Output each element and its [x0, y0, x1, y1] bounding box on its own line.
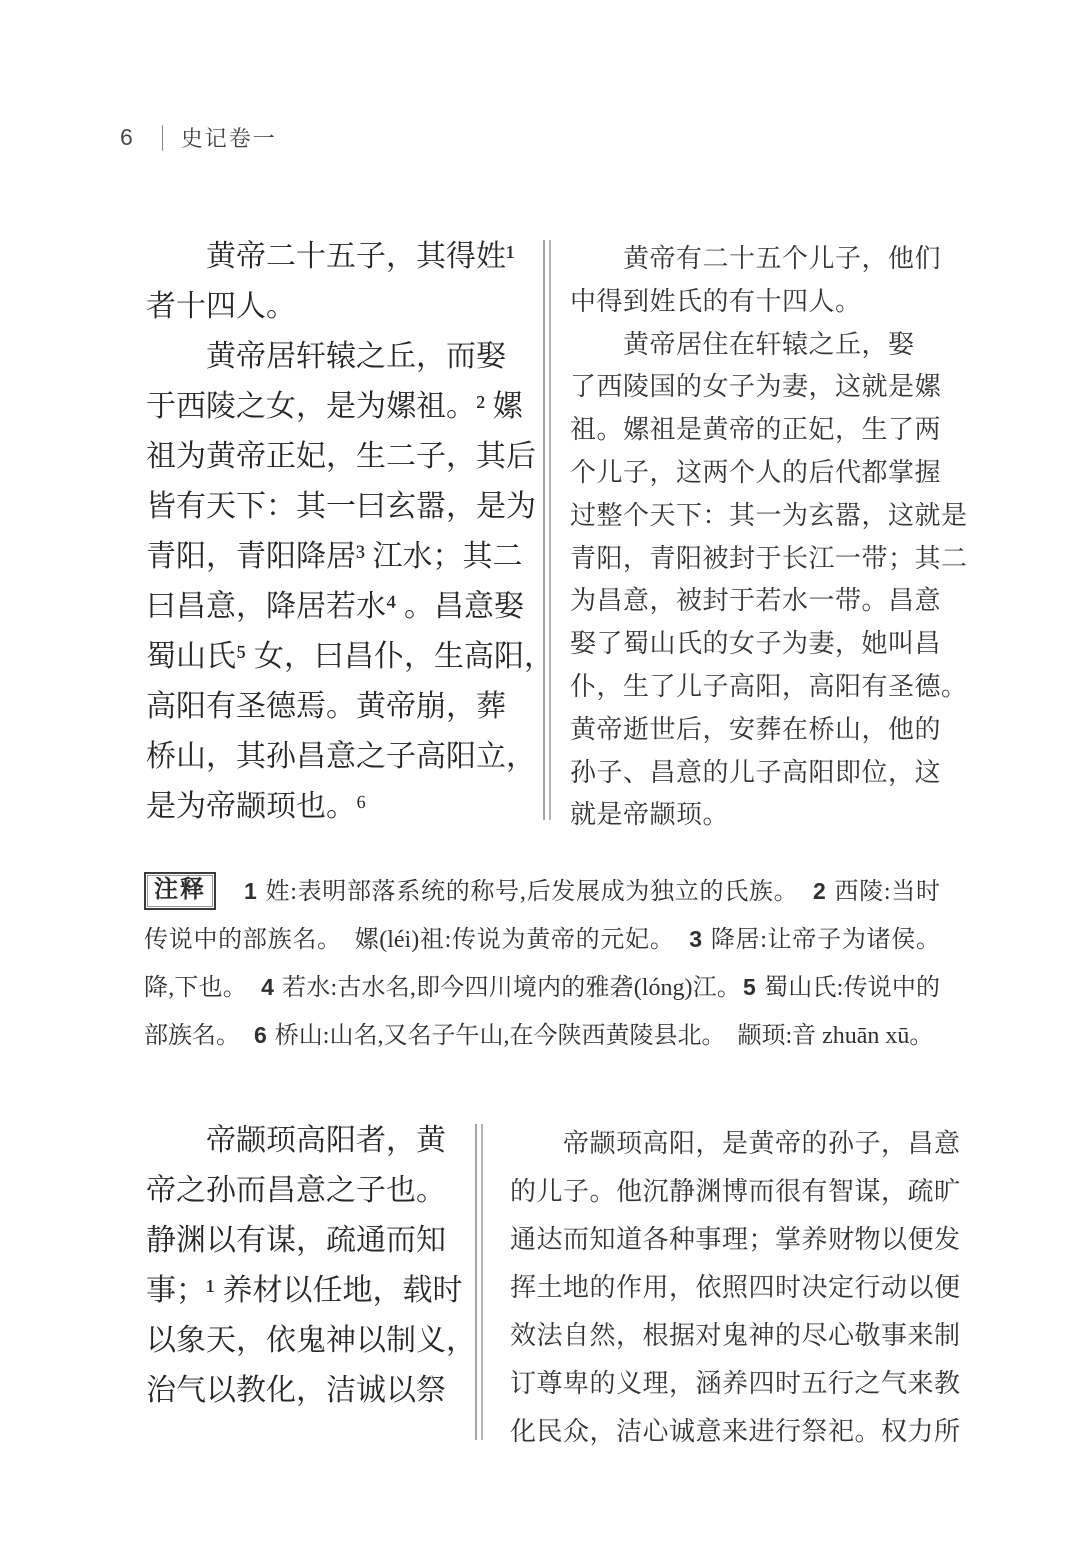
- text-line: 为昌意，被封于若水一带。昌意: [570, 586, 942, 616]
- text-line: 黄帝居住在轩辕之丘，娶: [570, 329, 915, 359]
- annotation-label: 注释: [144, 872, 216, 910]
- classical-text-zhuanxu: [146, 1116, 476, 1416]
- text-line: 青阳，青阳被封于长江一带；其二: [570, 543, 968, 573]
- text-line: 黄帝有二十五个儿子，他们: [570, 244, 942, 273]
- text-line: 事；¹ 养材以任地，载时: [146, 1274, 463, 1307]
- text-line: 黄帝居轩辕之丘，而娶: [146, 340, 506, 373]
- annotation-text: 降居:让帝子为诸侯。降,下也。: [144, 927, 941, 1001]
- text-line: 仆，生了儿子高阳，高阳有圣德。: [570, 671, 968, 701]
- text-line: 化民众，洁心诚意来进行祭祀。权力所: [510, 1417, 961, 1446]
- annotation-number: 5: [743, 974, 756, 1000]
- book-title: 史记卷一: [180, 126, 277, 151]
- annotation-text: 若水:古水名,即今四川境内的雅砻(lóng)江。: [275, 975, 742, 1001]
- text-line: 祖为黄帝正妃，生二子，其后: [146, 440, 536, 473]
- text-line: 高阳有圣德焉。黄帝崩，葬: [146, 690, 506, 723]
- text-line: 曰昌意，降居若水⁴ 。昌意娶: [146, 590, 524, 623]
- text-line: 者十四人。: [146, 290, 296, 323]
- text-line: 是为帝颛顼也。⁶: [146, 790, 367, 823]
- column-divider: [543, 240, 551, 820]
- text-line: 蜀山氏⁵ 女，曰昌仆，生高阳，: [146, 640, 554, 673]
- text-line: 帝之孙而昌意之子也。: [146, 1174, 446, 1207]
- annotation-number: 1: [244, 878, 257, 904]
- text-line: 于西陵之女，是为嫘祖。² 嫘: [146, 390, 523, 423]
- annotation-text: 姓:表明部落系统的称号,后发展成为独立的氏族。: [258, 879, 812, 905]
- text-line: 效法自然，根据对鬼神的尽心敬事来制: [510, 1321, 961, 1350]
- annotation-number: 4: [261, 974, 274, 1000]
- text-line: 挥土地的作用，依照四时决定行动以便: [510, 1273, 961, 1302]
- annotation-number: 3: [689, 926, 703, 952]
- text-line: 祖。嫘祖是黄帝的正妃，生了两: [570, 415, 942, 445]
- text-line: 通达而知道各种事理；掌养财物以便发: [510, 1225, 961, 1254]
- translation-text-zhuanxu: [510, 1120, 961, 1456]
- text-line: 过整个天下：其一为玄嚣，这就是: [570, 500, 968, 530]
- running-head: [120, 122, 277, 153]
- text-line: 订尊卑的义理，涵养四时五行之气来教: [510, 1369, 961, 1398]
- annotation-block: [144, 868, 940, 1060]
- annotation-text: 桥山:山名,又名子午山,在今陕西黄陵县北。 颛顼:音 zhuān xū。: [268, 1023, 934, 1049]
- text-line: 黄帝二十五子，其得姓¹: [146, 240, 515, 273]
- text-line: 静渊以有谋，疏通而知: [146, 1224, 446, 1257]
- text-line: 以象天，依鬼神以制义，: [146, 1324, 476, 1357]
- annotation-number: 2: [813, 878, 826, 904]
- text-line: 的儿子。他沉静渊博而很有智谋，疏旷: [510, 1177, 961, 1206]
- annotation-body: [144, 879, 940, 1049]
- text-line: 皆有天下：其一曰玄嚣，是为: [146, 490, 536, 523]
- annotation-text: 西陵:当时传说中的部族名。 嫘(léi)祖:传说为黄帝的元妃。: [144, 879, 940, 953]
- column-divider: [475, 1124, 483, 1440]
- text-line: 了西陵国的女子为妻，这就是嫘: [570, 372, 942, 402]
- text-line: 黄帝逝世后，安葬在桥山，他的: [570, 714, 942, 744]
- classical-text-huangdi: [146, 232, 554, 832]
- text-line: 治气以教化，洁诚以祭: [146, 1374, 446, 1407]
- translation-text-huangdi: [570, 238, 968, 837]
- text-line: 桥山，其孙昌意之子高阳立，: [146, 740, 536, 773]
- text-line: 个儿子，这两个人的后代都掌握: [570, 457, 942, 487]
- annotation-number: 6: [254, 1022, 267, 1048]
- text-line: 中得到姓氏的有十四人。: [570, 286, 862, 316]
- header-divider-rule: [162, 125, 163, 151]
- page-number: 6: [120, 124, 134, 150]
- text-line: 帝颛顼高阳者，黄: [146, 1124, 446, 1157]
- annotation-text: 蜀山氏:传说中的部族名。: [144, 975, 941, 1049]
- text-line: 青阳，青阳降居³ 江水；其二: [146, 540, 523, 573]
- text-line: 孙子、昌意的儿子高阳即位，这: [570, 757, 942, 787]
- text-line: 娶了蜀山氏的女子为妻，她叫昌: [570, 629, 942, 659]
- text-line: 就是帝颛顼。: [570, 800, 730, 830]
- text-line: 帝颛顼高阳，是黄帝的孙子，昌意: [510, 1129, 961, 1158]
